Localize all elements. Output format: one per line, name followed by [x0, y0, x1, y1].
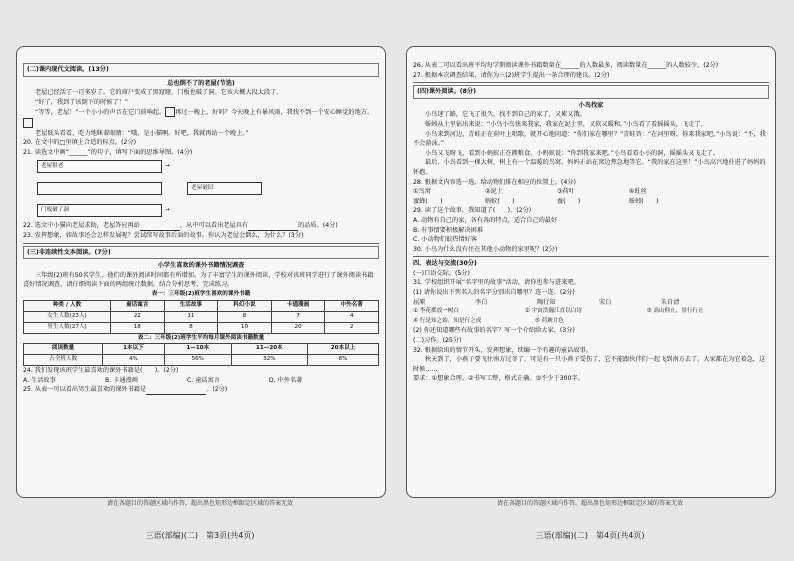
question-23: 23. 发挥想象，如故事还会怎样发展呢？尝试续写故事后面的故事。你认为老屋会倒么，为什么？(3分) — [23, 231, 304, 239]
question-24: 24. 我们发现该班学生最喜欢的课外书籍是( )。(2分) — [23, 367, 179, 375]
page-footer-right: 三语(部编)(二) 第4页(共4页) — [535, 531, 645, 540]
option-b[interactable]: B. 卡通漫画 — [104, 376, 138, 384]
answer-area-note-bottom-right: 请在各题目的答题区域内作答，超出黑色矩形边框限定区域的答案无效 — [496, 500, 683, 507]
question-20: 20. 在文中的□里填上合适的标点。(2分) — [23, 139, 137, 147]
punctuation-box[interactable] — [165, 107, 175, 117]
question-31-2: (2) 你还知道哪些有故事的名字？写一个介绍给大家。(3分) — [413, 327, 575, 335]
page-4 — [406, 46, 776, 498]
answer-blank[interactable]: 蚯蚓( ) — [628, 197, 659, 205]
table-row: 占全班人数 4% 56% 32% 8% — [24, 355, 379, 366]
answer-blank[interactable] — [248, 223, 298, 231]
answer-line[interactable] — [413, 256, 769, 257]
section-3-title: (三)非连续性文本阅读。(7分) — [23, 246, 379, 260]
table-1-title: 表一：三年级(2)班学生喜欢的课外书籍 — [151, 290, 251, 297]
source-list: ① 李花都放一树白 ② 宇宙浩瀚江直以白诗 ③ 高山仰止，景行行止 ④ 行是知之始，知是行之成 ⑤ 荷塘月色 — [413, 308, 704, 324]
story-title: 总也倒不了的老屋(节选) — [167, 79, 235, 87]
mind-map — [37, 160, 379, 218]
writing-prompt: 秋天到了，小燕子要飞往南方过冬了，可是有一只小燕子受伤了，它不能跟伙伴们一起飞到南方去了。大家都在为它着急，这时候…… — [413, 356, 766, 373]
table-2: 阅读数量 1本以下 1—10本 11—20本 20本以上 占全班人数 4% 56% 32% 8% — [23, 343, 379, 366]
question-22: 22. 选文中小猫向老屋求助，老屋答应再站 ，从中可以看出老屋具有 的品质。(4分) — [23, 222, 338, 230]
answer-blank[interactable]: 蜜蜂( ) — [413, 197, 443, 205]
story-paragraph-1: 老屋已经活了一百多岁了。它的窗户变成了黑窟窿，门板也破了洞。它该大概大段大段了。 — [35, 89, 283, 97]
story-paragraph: 蚯蚓从土里钻出来说：“小鸟小鸟快来我家，我家在泥土里，又软又暖和。”小鸟看了看摇摇头，飞走了。 — [425, 120, 707, 128]
question-26: 26. 从表二可以看出班平均每学期阅读课外书籍数量在______的人数最多，阅读数量在______的人数较少。(2分) — [413, 62, 719, 69]
punctuation-box[interactable] — [23, 118, 33, 128]
section-2-title: (二)课内现代文阅读。(13分) — [23, 63, 379, 77]
mind-map-box-3[interactable]: 门板破了洞 — [37, 204, 162, 217]
option-b[interactable]: B. 有事情要积极解决困难 — [413, 226, 484, 234]
question-27: 27. 根据本次调查结果，请你为三(2)班学生提出一条合理的建议。(2分) — [413, 71, 610, 79]
table-row: 男生人数(27人) 18 8 10 20 2 — [24, 322, 379, 333]
option-c[interactable]: C. 童话寓言 — [186, 376, 220, 384]
option-a[interactable]: A. 动物有自己的家，各有各的特点，适合自己的最好 — [413, 216, 558, 224]
question-28-blanks — [413, 197, 769, 207]
option-a[interactable]: A. 生活故事 — [23, 376, 56, 384]
survey-title: 小学生喜欢的课外书籍情况调查 — [157, 262, 245, 270]
question-28-items: ①鸟窝 ②泥土 ③荷叶 ④蛀丝 — [413, 188, 647, 196]
table-header: 生活故事 — [164, 300, 218, 311]
question-24-options — [23, 376, 379, 386]
table-2-title: 表二：三年级(2)班学生平均每月课外阅读书籍数量 — [137, 334, 265, 341]
table-header: 中外名著 — [325, 300, 379, 311]
subsection-oral: (一)口语交际。(5分) — [413, 269, 470, 277]
name-list: 屈原 李白 陶行知 宋白 朱自清 — [413, 298, 680, 306]
answer-blank[interactable] — [146, 387, 206, 395]
story-paragraph: 小鸟迷了路，它飞了很久，找不到自己的家了，又累又饿。 — [425, 111, 586, 119]
story-paragraph-2: “好了，我到了该倒下的时候了！” — [35, 98, 129, 106]
answer-line[interactable] — [23, 243, 379, 244]
story-paragraph: 最后，小鸟看到一棵大树，树上有一个温暖的鸟窝，妈妈正站在窝边焦急地等它。“我的家在这里！”小鸟高兴地扑进了妈妈的怀抱。 — [413, 159, 766, 176]
subsection-writing: (二)习作。(25分) — [413, 337, 462, 345]
table-1 — [23, 300, 379, 334]
story-title: 小鸟找家 — [578, 101, 604, 109]
table-header: 种类 / 人数 — [24, 300, 111, 311]
table-row: 女生人数(23人) 22 11 8 7 4 — [24, 311, 379, 322]
section-iv-title: 四、表达与交流(30分) — [413, 260, 477, 268]
story-paragraph: 小鸟又飞呀飞，看到小蚂蚁正在搬粮食，小蚂蚁说：“你到我家来吧。”小鸟看看小小的洞，摇摇头又飞走了。 — [425, 149, 720, 157]
arrow-icon: → — [165, 207, 170, 214]
option-d[interactable]: D. 中外名著 — [268, 376, 303, 384]
question-28: 28. 根据文内容选一选，给动物们排在相应的位置上。(4分) — [413, 178, 576, 186]
question-29: 29. 读了这个故事，我知道了( )。(2分) — [413, 207, 532, 215]
arrow-icon: → — [165, 163, 170, 170]
answer-blank[interactable]: 蚕( ) — [556, 197, 581, 205]
section-4-title: (四)课外阅读。(8分) — [413, 85, 769, 99]
question-31: 31. 学校组织开展“名字里的故事”活动，请你也参与进来吧。 — [413, 279, 580, 287]
survey-intro: 三年级(2)班有50名学生，他们的课外阅读时间都有所增加。为了丰富学生的课外阅读，学校对该班同学进行了课外阅读书籍喜好情况调查，请仔细阅读下面的两组统计数据，结合分析思考，完成练习。 — [23, 271, 374, 289]
option-c[interactable]: C. 小动物们很热情好客 — [413, 236, 477, 244]
question-30: 30. 小鸟为什么没有住在其他小动物的家里呢？(2分) — [413, 245, 558, 253]
story-paragraph: 小鸟来到河边，青蛙正在荷叶上唱歌，就开心地问道：“你们家在哪里？”青蛙答：“在河里呀，你来我家吧。”小鸟说：“不，我不会游泳。” — [413, 130, 766, 148]
page-footer-left: 三语(部编)(二) 第3页(共4页) — [145, 531, 255, 540]
answer-area-note-bottom-left: 请在各题目的答题区域内作答，超出黑色矩形边框限定区域的答案无效 — [106, 500, 293, 507]
story-paragraph-4: 老屋低头看看，吃力地眯着眼睛：“哦，是小猫啊。好吧，我就再站一个晚上。” — [35, 129, 249, 137]
answer-blank[interactable]: 蚂蚁( ) — [484, 197, 515, 205]
table-header: 童话寓言 — [110, 300, 164, 311]
story-paragraph-3: “等等，老屋！”一个小小的声音在它门前响起。 再过一晚上，好吗？今天晚上有暴风雨，我找不到一个安心睡觉的地方。 — [23, 107, 379, 128]
answer-blank[interactable] — [140, 223, 180, 231]
table-header: 科幻小说 — [218, 300, 272, 311]
question-25: 25. 从表一可以看出男生最喜欢的课外书籍是 。(2分) — [23, 386, 228, 394]
question-21: 21. 读选文中画“______”的句子，填写下面的思维导图。(4分) — [23, 148, 193, 156]
question-31-1: (1) 请你说出下列名人的名字分别出自哪里？连一连。(2分) — [413, 289, 575, 297]
question-32: 32. 根据给出的情节开头，发挥想象，续编一个有趣的童话故事。 — [413, 346, 592, 354]
table-header: 卡通漫画 — [271, 300, 325, 311]
page-3 — [16, 46, 386, 498]
mind-map-result: 老屋破旧 — [187, 182, 262, 195]
answer-line[interactable] — [413, 82, 769, 83]
mind-map-box-1[interactable]: 老屋很老 — [37, 160, 162, 173]
writing-requirements: 要求：①想象合理。②书写工整，格式正确。③不少于300字。 — [413, 375, 584, 383]
mind-map-box-2[interactable] — [37, 182, 162, 195]
